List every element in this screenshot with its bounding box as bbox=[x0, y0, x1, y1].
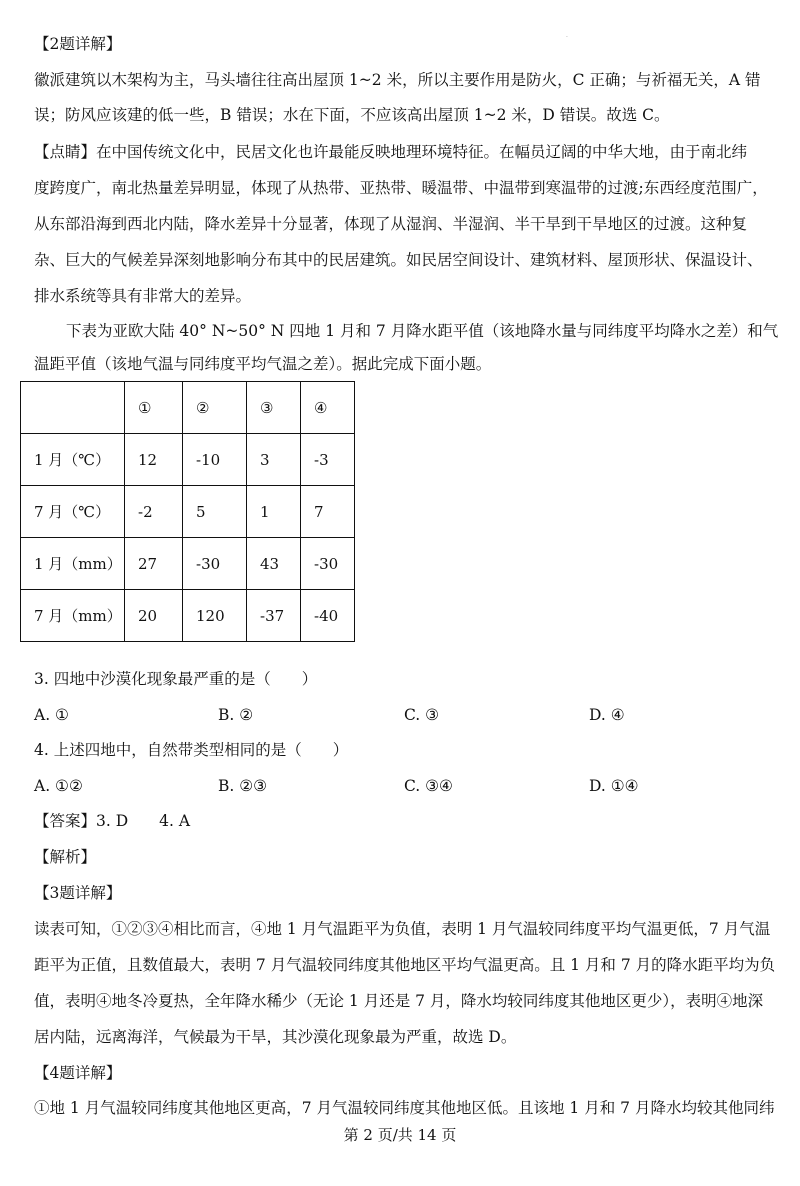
scan-mark: · bbox=[566, 34, 568, 41]
table-row bbox=[21, 538, 355, 590]
table-cell: 12 bbox=[125, 434, 183, 486]
row-label-cell: 1 月（℃） bbox=[21, 434, 125, 486]
table-header-cell: ③ bbox=[247, 382, 301, 434]
table-cell: -30 bbox=[301, 538, 355, 590]
q4-detail-line-1: ①地 1 月气温较同纬度其他地区更高，7 月气温较同纬度其他地区低。且该地 1 月和 7 月降水均较其他同纬 bbox=[34, 1099, 775, 1117]
table-cell: -2 bbox=[125, 486, 183, 538]
answer-line: 【答案】3. D 4. A bbox=[34, 812, 191, 830]
table-cell: 7 bbox=[301, 486, 355, 538]
point-line-5: 排水系统等具有非常大的差异。 bbox=[34, 287, 252, 305]
q3-option-b: B. ② bbox=[218, 706, 254, 724]
row-label-cell: 7 月（℃） bbox=[21, 486, 125, 538]
q4-option-a: A. ①② bbox=[34, 777, 83, 795]
q4-stem: 4. 上述四地中，自然带类型相同的是（ ） bbox=[34, 741, 349, 759]
table-cell: 120 bbox=[183, 590, 247, 642]
q4-option-c: C. ③④ bbox=[404, 777, 453, 795]
table-header-row bbox=[21, 382, 355, 434]
table-row bbox=[21, 434, 355, 486]
point-line-2: 度跨度广，南北热量差异明显，体现了从热带、亚热带、暖温带、中温带到寒温带的过渡;东西经度范围广， bbox=[34, 179, 768, 197]
q2-detail-line-1: 徽派建筑以木架构为主，马头墙往往高出屋顶 1~2 米，所以主要作用是防火，C 正确；与祈福无关，A 错 bbox=[34, 71, 761, 89]
table-cell: -37 bbox=[247, 590, 301, 642]
table-cell: -30 bbox=[183, 538, 247, 590]
table-cell: -40 bbox=[301, 590, 355, 642]
row-label-cell: 1 月（mm） bbox=[21, 538, 125, 590]
q4-option-b: B. ②③ bbox=[218, 777, 268, 795]
point-line-1: 【点睛】在中国传统文化中，民居文化也许最能反映地理环境特征。在幅员辽阔的中华大地，由于南北纬 bbox=[34, 143, 748, 161]
q3-option-a: A. ① bbox=[34, 706, 69, 724]
intro-line-1: 下表为亚欧大陆 40° N~50° N 四地 1 月和 7 月降水距平值（该地降水量与同纬度平均降水之差）和气 bbox=[66, 322, 779, 340]
q4-option-d: D. ①④ bbox=[589, 777, 639, 795]
table-cell: 1 bbox=[247, 486, 301, 538]
table-cell: 27 bbox=[125, 538, 183, 590]
table-cell: -3 bbox=[301, 434, 355, 486]
intro-line-2: 温距平值（该地气温与同纬度平均气温之差）。据此完成下面小题。 bbox=[34, 355, 492, 373]
q3-detail-line-3: 值，表明④地冬冷夏热，全年降水稀少（无论 1 月还是 7 月，降水均较同纬度其他地区更少），表明④地深 bbox=[34, 992, 764, 1010]
q3-option-d: D. ④ bbox=[589, 706, 625, 724]
q4-detail-heading: 【4题详解】 bbox=[34, 1064, 122, 1082]
page-footer: 第 2 页/共 14 页 bbox=[343, 1126, 457, 1144]
table-cell: 3 bbox=[247, 434, 301, 486]
q2-detail-line-2: 误；防风应该建的低一些，B 错误；水在下面，不应该高出屋顶 1~2 米，D 错误。故选 C。 bbox=[34, 106, 670, 124]
table-header-cell: ④ bbox=[301, 382, 355, 434]
table-cell: 20 bbox=[125, 590, 183, 642]
table-cell: 5 bbox=[183, 486, 247, 538]
q3-detail-line-2: 距平为正值，且数值最大，表明 7 月气温较同纬度其他地区平均气温更高。且 1 月和 7 月的降水距平均为负 bbox=[34, 956, 776, 974]
table-row bbox=[21, 590, 355, 642]
q2-detail-heading: 【2题详解】 bbox=[34, 35, 122, 53]
q3-detail-line-4: 居内陆，远离海洋，气候最为干旱，其沙漠化现象最为严重，故选 D。 bbox=[34, 1028, 517, 1046]
analysis-heading: 【解析】 bbox=[34, 848, 97, 866]
point-line-4: 杂、巨大的气候差异深刻地影响分布其中的民居建筑。如民居空间设计、建筑材料、屋顶形状、保温设计、 bbox=[34, 251, 763, 269]
q3-detail-line-1: 读表可知，①②③④相比而言，④地 1 月气温距平为负值，表明 1 月气温较同纬度平均气温更低，7 月气温 bbox=[34, 920, 771, 938]
anomaly-table bbox=[20, 381, 355, 642]
table-cell bbox=[21, 382, 125, 434]
q3-detail-heading: 【3题详解】 bbox=[34, 884, 122, 902]
point-line-3: 从东部沿海到西北内陆，降水差异十分显著，体现了从湿润、半湿润、半干旱到干旱地区的过渡。这种复 bbox=[34, 215, 748, 233]
row-label-cell: 7 月（mm） bbox=[21, 590, 125, 642]
table-row bbox=[21, 486, 355, 538]
q3-stem: 3. 四地中沙漠化现象最严重的是（ ） bbox=[34, 670, 318, 688]
table-header-cell: ② bbox=[183, 382, 247, 434]
table-header-cell: ① bbox=[125, 382, 183, 434]
q3-option-c: C. ③ bbox=[404, 706, 440, 724]
table-cell: 43 bbox=[247, 538, 301, 590]
table-cell: -10 bbox=[183, 434, 247, 486]
